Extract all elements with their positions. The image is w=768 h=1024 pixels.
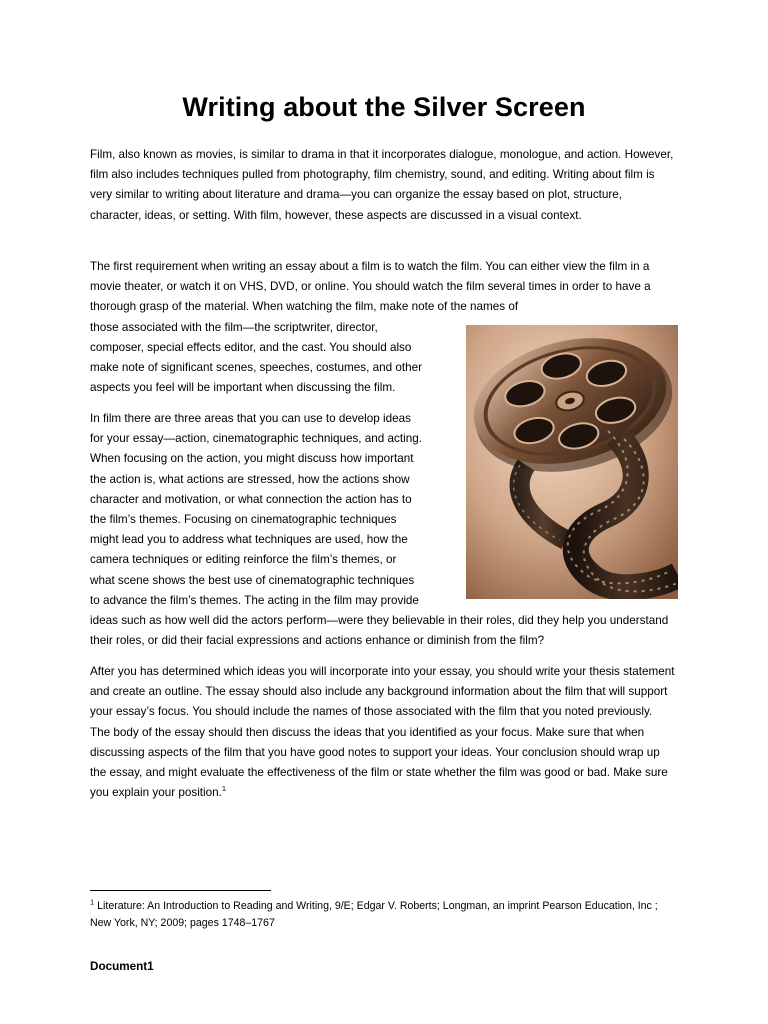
footnote-text: Literature: An Introduction to Reading and Writing, 9/E; Edgar V. Roberts; Longman, an imprint Pearson Education, Inc ; New York, NY; 2009; pages 1748–1767 xyxy=(90,900,658,929)
paragraph-requirements-line: those associated with the film—the scriptwriter, director, xyxy=(90,320,378,334)
paragraph-areas-line: When focusing on the action, you might discuss how important xyxy=(90,452,414,466)
film-reel-image xyxy=(466,325,678,599)
paragraph-intro: Film, also known as movies, is similar to drama in that it incorporates dialogue, monologue, and action. However, film also includes techniques pulled from photography, film chemistry, sound, and editing. Writing about film is very similar to writing about literature and drama—you can organize the essay based on plot, structure, character, ideas, or setting. With film, however, these aspects are discussed in a visual context. xyxy=(90,148,674,222)
paragraph-areas-line: the film’s themes. Focusing on cinematographic techniques xyxy=(90,513,397,527)
paragraph-requirements-line: aspects you feel will be important when discussing the film. xyxy=(90,381,396,395)
paragraph-areas-line: what scene shows the best use of cinematographic techniques xyxy=(90,573,415,587)
paragraph-areas-line: the action is, what actions are stressed, how the actions show xyxy=(90,472,410,486)
paragraph-requirements-line: composer, special effects editor, and the cast. You should also xyxy=(90,340,412,354)
footnote xyxy=(90,898,675,931)
paragraph-areas-line: In film there are three areas that you can use to develop ideas xyxy=(90,412,411,425)
paragraph-requirements-full: The first requirement when writing an essay about a film is to watch the film. You can either view the film in a movie theater, or watch it on VHS, DVD, or online. You should watch the film several times in order to have a thorough grasp of the material. When watching the film, make note of the names of xyxy=(90,260,651,314)
paragraph-requirements-line: make note of significant scenes, speeches, costumes, and other xyxy=(90,361,422,375)
paragraph-areas-line: might lead you to address what techniques are used, how the xyxy=(90,533,408,547)
footnote-separator xyxy=(90,890,271,891)
paragraph-thesis xyxy=(90,662,675,803)
page-title: Writing about the Silver Screen xyxy=(182,92,586,122)
footnote-marker: 1 xyxy=(90,897,95,907)
footnote-reference[interactable]: 1 xyxy=(221,784,227,794)
film-reel-icon xyxy=(466,325,678,599)
paragraph-areas-line: for your essay—action, cinematographic techniques, and acting. xyxy=(90,432,422,446)
paragraph-areas-line: character and motivation, or what connection the action has to xyxy=(90,492,412,506)
paragraph-areas-full: ideas such as how well did the actors perform—were they believable in their roles, did they help you understand their roles, or did their facial expressions and actions enhance or diminish from the film? xyxy=(90,614,669,648)
document-footer: Document1 xyxy=(90,960,154,973)
paragraph-areas-line: to advance the film’s themes. The acting in the film may provide xyxy=(90,593,419,607)
paragraph-areas-line: camera techniques or editing reinforce the film’s themes, or xyxy=(90,553,397,567)
paragraph-thesis-text: After you has determined which ideas you will incorporate into your essay, you should write your thesis statement and create an outline. The essay should also include any background information about the film that will support your essay’s focus. You should include the names of those associated with the film that you noted previously. The body of the essay should then discuss the ideas that you identified as your focus. Make sure that when discussing aspects of the film that you have good notes to support your ideas. Your conclusion should wrap up the essay, and might evaluate the effectiveness of the film or state whether the film was good or bad. Make sure you explain your position. xyxy=(90,665,675,800)
